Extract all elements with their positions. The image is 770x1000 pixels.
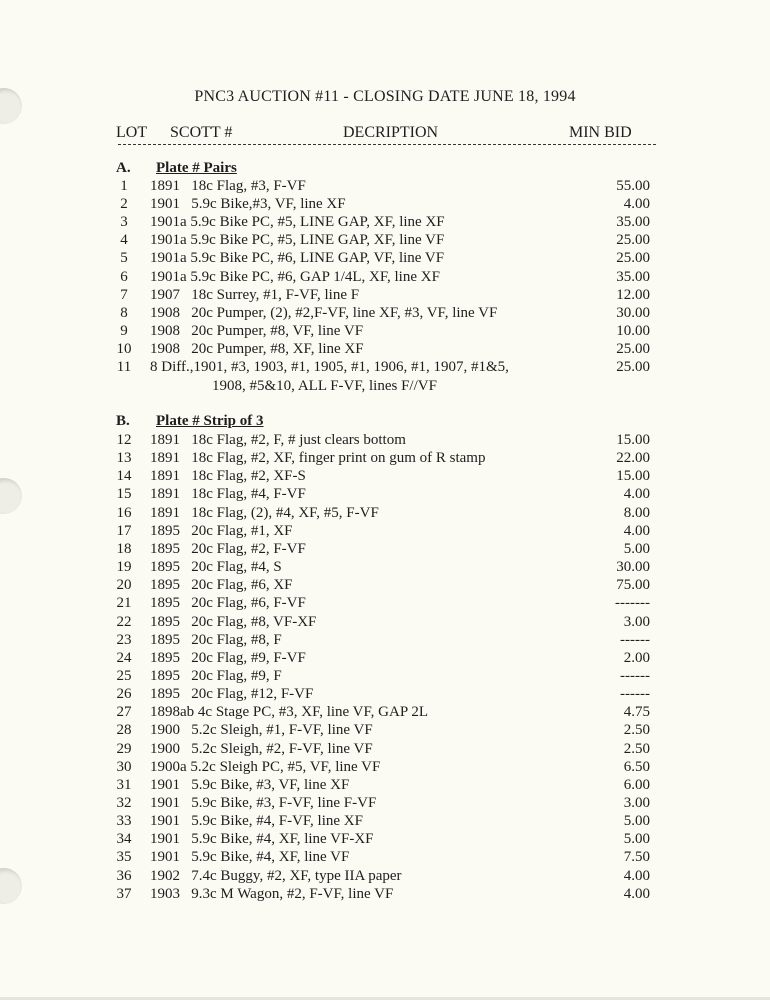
lot-number: 15 [116, 486, 132, 503]
lot-row [0, 322, 770, 340]
lot-description: 1895 20c Flag, #9, F-VF [150, 649, 306, 666]
lot-number: 9 [120, 322, 128, 339]
lot-number: 36 [116, 867, 132, 884]
lot-min-bid: 30.00 [616, 559, 650, 576]
lot-min-bid: 10.00 [616, 322, 650, 339]
lot-description: 1895 20c Flag, #6, XF [150, 577, 293, 594]
lot-min-bid: 25.00 [616, 340, 650, 357]
lot-min-bid: 15.00 [616, 432, 650, 448]
lot-min-bid: 25.00 [616, 250, 650, 267]
lot-min-bid: 4.00 [623, 486, 650, 503]
header-description: DECRIPTION [343, 124, 439, 141]
header-min-bid: MIN BID [569, 124, 632, 141]
lot-description: 1895 20c Flag, #4, S [150, 559, 282, 576]
lot-number: 20 [116, 577, 132, 594]
lot-row [0, 231, 770, 249]
lot-number: 14 [116, 468, 132, 485]
lot-row [0, 195, 770, 213]
lot-number: 2 [120, 196, 128, 213]
page-title: PNC3 AUCTION #11 - CLOSING DATE JUNE 18, 1994 [194, 88, 576, 105]
lot-description: 8 Diff.,1901, #3, 1903, #1, 1905, #1, 1906, #1, 1907, #1&5, [150, 359, 509, 375]
lot-row [0, 758, 770, 776]
lot-row [0, 249, 770, 267]
lot-number: 33 [116, 813, 132, 830]
lot-row [0, 649, 770, 667]
lot-row [0, 286, 770, 304]
lot-number: 6 [120, 268, 128, 285]
lot-description: 1891 18c Flag, (2), #4, XF, #5, F-VF [150, 504, 379, 521]
lot-row [0, 812, 770, 830]
section-letter: B. [116, 413, 130, 429]
lot-number: 27 [116, 704, 132, 721]
lot-description: 1908 20c Pumper, #8, XF, line XF [150, 340, 364, 357]
lot-description: 1901 5.9c Bike,#3, VF, line XF [150, 196, 346, 213]
lot-description: 1891 18c Flag, #4, F-VF [150, 486, 306, 503]
lot-number: 16 [116, 504, 132, 521]
lot-number: 21 [116, 595, 132, 612]
lot-number: 31 [116, 776, 132, 793]
lot-min-bid: 75.00 [616, 577, 650, 594]
lot-min-bid: ------- [615, 595, 650, 612]
lot-description: 1901a 5.9c Bike PC, #6, GAP 1/4L, XF, line XF [150, 268, 440, 285]
lot-row [0, 631, 770, 649]
lot-description: 1900a 5.2c Sleigh PC, #5, VF, line VF [150, 758, 381, 775]
lot-description: 1901a 5.9c Bike PC, #5, LINE GAP, XF, line XF [150, 214, 445, 231]
header-lot: LOT [116, 124, 148, 141]
lot-row [0, 848, 770, 866]
lot-number: 34 [116, 831, 132, 848]
lot-min-bid: 25.00 [616, 232, 650, 249]
lot-description: 1901 5.9c Bike, #3, F-VF, line F-VF [150, 795, 377, 811]
lot-number: 3 [120, 214, 128, 231]
lot-min-bid: ------ [620, 631, 650, 648]
lot-min-bid: 6.00 [623, 776, 650, 793]
lot-row [0, 721, 770, 739]
lot-min-bid: 15.00 [616, 468, 650, 485]
section-a-heading [116, 160, 237, 177]
lot-description: 1900 5.2c Sleigh, #2, F-VF, line VF [150, 740, 373, 757]
lot-description: 1908 20c Pumper, #8, VF, line VF [150, 322, 364, 339]
lot-number: 7 [120, 286, 128, 303]
lot-description: 1908 20c Pumper, (2), #2,F-VF, line XF, #3, VF, line VF [150, 304, 498, 321]
lot-description: 1902 7.4c Buggy, #2, XF, type IIA paper [150, 867, 402, 884]
lot-description: 1898ab 4c Stage PC, #3, XF, line VF, GAP 2L [150, 704, 429, 721]
section-title: Plate # Strip of 3 [156, 413, 264, 429]
lot-description: 1907 18c Surrey, #1, F-VF, line F [150, 286, 360, 303]
lot-description: 1901 5.9c Bike, #4, XF, line VF-XF [150, 831, 374, 848]
header-divider [118, 144, 656, 145]
lot-row [0, 213, 770, 231]
lot-min-bid: 25.00 [616, 359, 650, 375]
lot-description: 1901 5.9c Bike, #3, VF, line XF [150, 776, 350, 793]
lot-number: 24 [116, 649, 132, 666]
lot-description: 1895 20c Flag, #2, F-VF [150, 540, 306, 557]
lot-description: 1891 18c Flag, #2, F, # just clears bottom [150, 432, 406, 448]
lot-description: 1891 18c Flag, #3, F-VF [150, 178, 306, 194]
lot-description: 1901a 5.9c Bike PC, #5, LINE GAP, XF, line VF [150, 232, 445, 249]
lot-row [0, 177, 770, 195]
lot-row [0, 667, 770, 685]
lot-row [0, 504, 770, 522]
lot-number: 25 [116, 667, 132, 684]
lot-description: 1901a 5.9c Bike PC, #6, LINE GAP, VF, line VF [150, 250, 445, 267]
lot-min-bid: 22.00 [616, 450, 650, 467]
lot-min-bid: 5.00 [623, 813, 650, 830]
lot-min-bid: 4.00 [623, 196, 650, 213]
lot-min-bid: 4.00 [623, 885, 650, 902]
lot-row [0, 467, 770, 485]
lot-min-bid: 35.00 [616, 268, 650, 285]
lot-min-bid: 4.00 [623, 867, 650, 884]
lot-number: 1 [120, 178, 128, 194]
lot-number: 29 [116, 740, 132, 757]
lot-number: 4 [120, 232, 128, 249]
lot-row [0, 340, 770, 358]
lot-description: 1901 5.9c Bike, #4, XF, line VF [150, 849, 350, 866]
lot-row [0, 449, 770, 467]
lot-row [0, 358, 770, 394]
lot-row [0, 685, 770, 703]
lot-description: 1891 18c Flag, #2, XF-S [150, 468, 306, 485]
lot-description: 1895 20c Flag, #8, F [150, 631, 282, 648]
lot-number: 8 [120, 304, 128, 321]
lot-min-bid: ------ [620, 686, 650, 703]
lot-number: 10 [116, 340, 132, 357]
lot-min-bid: 12.00 [616, 286, 650, 303]
lot-min-bid: 6.50 [623, 758, 650, 775]
lot-row [0, 576, 770, 594]
lot-number: 13 [116, 450, 132, 467]
lot-row [0, 830, 770, 848]
lot-number: 23 [116, 631, 132, 648]
lot-description: 1895 20c Flag, #8, VF-XF [150, 613, 317, 630]
lot-number: 11 [116, 359, 132, 375]
lot-description-continued: 1908, #5&10, ALL F-VF, lines F//VF [212, 378, 437, 394]
lot-number: 32 [116, 795, 132, 811]
lot-number: 12 [116, 432, 132, 448]
lot-min-bid: 2.00 [623, 649, 650, 666]
lot-row [0, 867, 770, 885]
lot-min-bid: 4.00 [623, 522, 650, 539]
lot-row [0, 485, 770, 503]
lot-row [0, 885, 770, 903]
lot-row [0, 431, 770, 449]
header-scott: SCOTT # [170, 124, 233, 141]
lot-number: 5 [120, 250, 128, 267]
lot-min-bid: 5.00 [623, 831, 650, 848]
lot-min-bid: 3.00 [623, 613, 650, 630]
lot-min-bid: 8.00 [623, 504, 650, 521]
lot-row [0, 776, 770, 794]
lot-description: 1895 20c Flag, #9, F [150, 667, 282, 684]
lot-number: 17 [116, 522, 132, 539]
section-b-heading [116, 413, 263, 430]
lot-row [0, 594, 770, 612]
lot-description: 1895 20c Flag, #6, F-VF [150, 595, 306, 612]
lot-description: 1901 5.9c Bike, #4, F-VF, line XF [150, 813, 363, 830]
section-title: Plate # Pairs [156, 160, 237, 176]
lot-row [0, 522, 770, 540]
lot-number: 22 [116, 613, 132, 630]
lot-description: 1900 5.2c Sleigh, #1, F-VF, line VF [150, 722, 373, 739]
lot-row [0, 740, 770, 758]
lot-min-bid: 55.00 [616, 178, 650, 194]
lot-min-bid: 2.50 [623, 740, 650, 757]
section-letter: A. [116, 160, 131, 176]
lot-min-bid: 7.50 [623, 849, 650, 866]
lot-min-bid: 5.00 [623, 540, 650, 557]
lot-row [0, 613, 770, 631]
lot-description: 1895 20c Flag, #12, F-VF [150, 686, 314, 703]
lot-row [0, 558, 770, 576]
lot-row [0, 703, 770, 721]
lot-number: 18 [116, 540, 132, 557]
lot-description: 1903 9.3c M Wagon, #2, F-VF, line VF [150, 885, 394, 902]
lot-row [0, 794, 770, 812]
lot-min-bid: 4.75 [623, 704, 650, 721]
lot-min-bid: 35.00 [616, 214, 650, 231]
lot-min-bid: 2.50 [623, 722, 650, 739]
lot-min-bid: 30.00 [616, 304, 650, 321]
lot-description: 1895 20c Flag, #1, XF [150, 522, 293, 539]
lot-number: 28 [116, 722, 132, 739]
lot-row [0, 304, 770, 322]
lot-number: 35 [116, 849, 132, 866]
lot-number: 19 [116, 559, 132, 576]
lot-row [0, 268, 770, 286]
lot-number: 30 [116, 758, 132, 775]
lot-row [0, 540, 770, 558]
lot-number: 37 [116, 885, 132, 902]
lot-description: 1891 18c Flag, #2, XF, finger print on gum of R stamp [150, 450, 486, 467]
lot-min-bid: ------ [620, 667, 650, 684]
lot-min-bid: 3.00 [623, 795, 650, 811]
lot-number: 26 [116, 686, 132, 703]
